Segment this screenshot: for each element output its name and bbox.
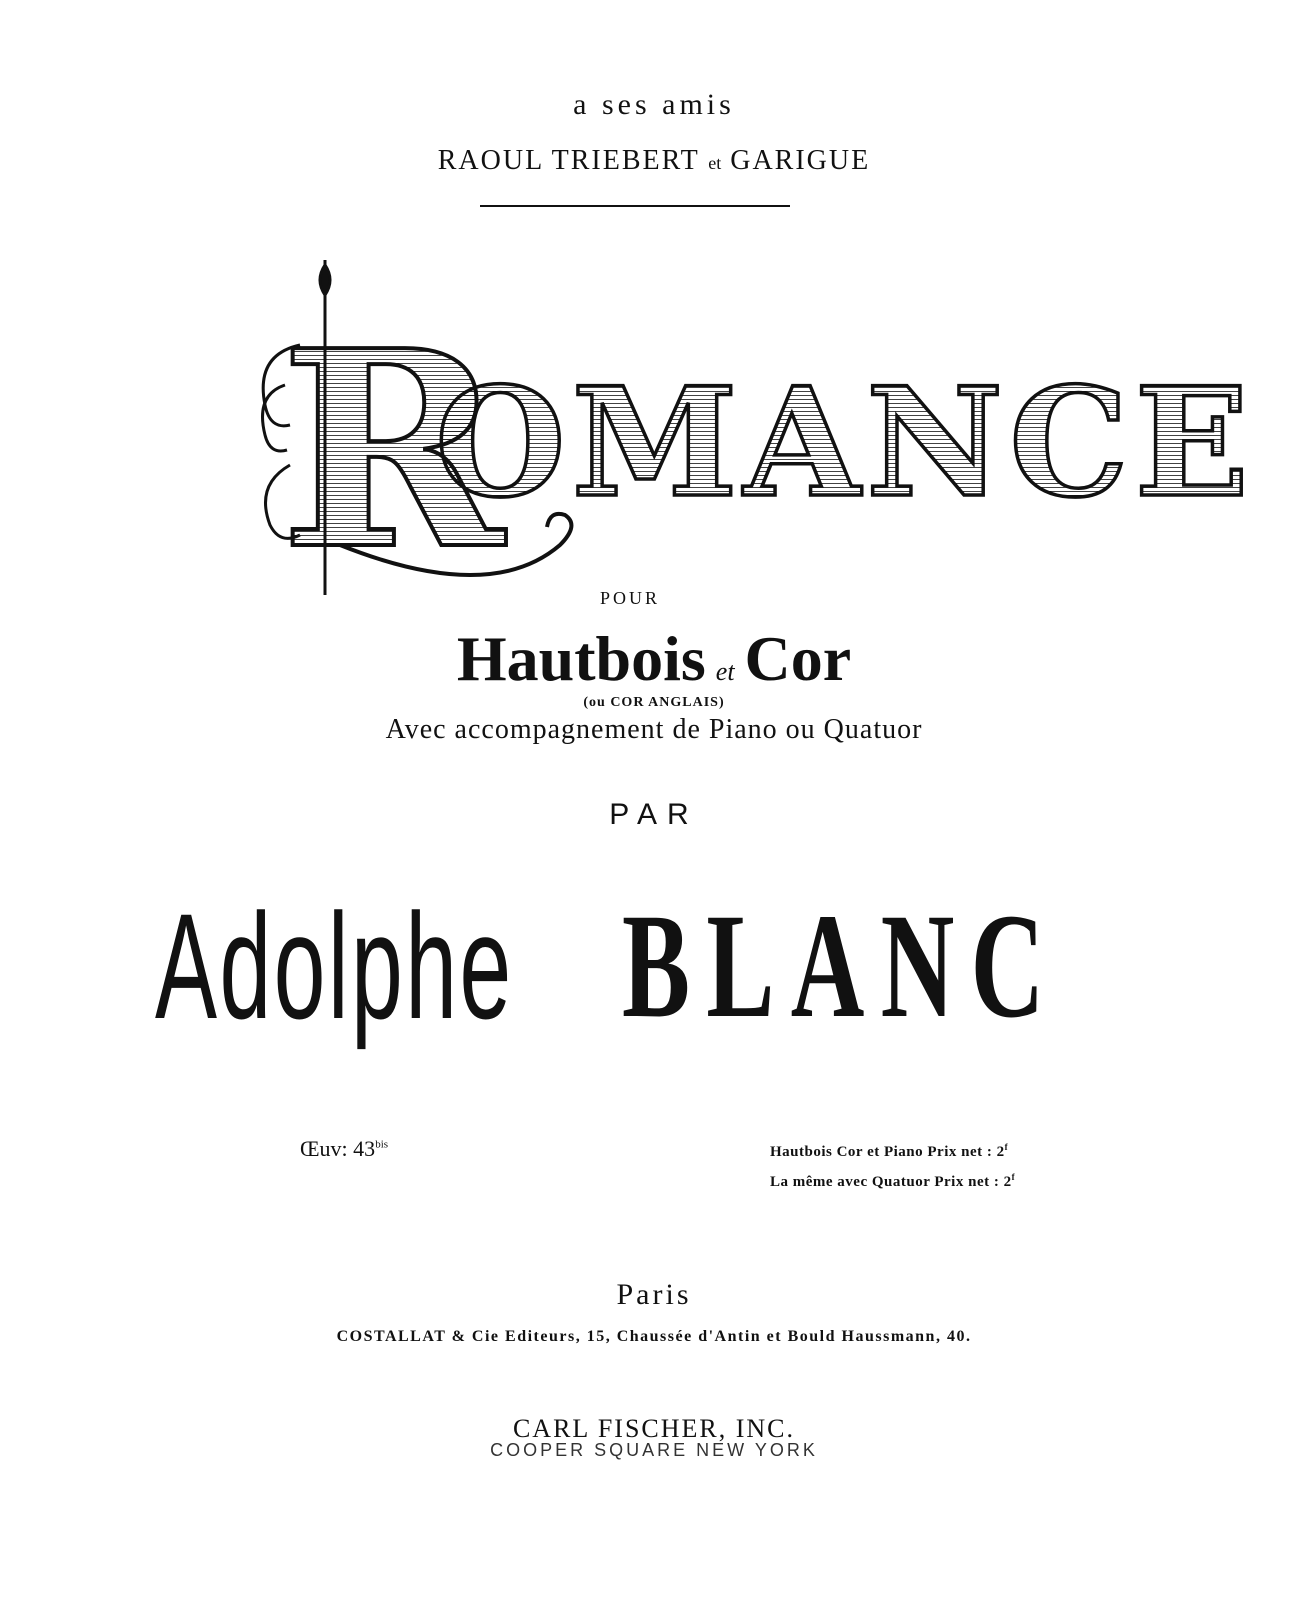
instrument-2: Cor [744, 623, 852, 694]
instruments-line [0, 622, 1308, 696]
title-ornament [240, 255, 1255, 609]
instruments-conjunction: et [715, 657, 735, 686]
price-label: La même avec Quatuor Prix net : 2 [770, 1174, 1012, 1190]
divider-rule [480, 205, 790, 207]
price-line-1 [770, 1142, 1008, 1161]
opus-suffix: bis [375, 1138, 389, 1151]
dedicatee-2: GARIGUE [730, 145, 871, 176]
composer-first-name: Adolphe [155, 882, 514, 1050]
title-initial-letter: R [280, 291, 505, 609]
alternative-instrument: (ou COR ANGLAIS) [583, 695, 725, 710]
publisher-line: COSTALLAT & Cie Editeurs, 15, Chaussée d'Antin et Bould Haussmann, 40. [336, 1328, 972, 1345]
instrument-1: Hautbois [456, 623, 706, 694]
title-pour: POUR [600, 588, 661, 608]
title-rest-letters: OMANCE [435, 355, 1255, 531]
price-label: Hautbois Cor et Piano Prix net : 2 [770, 1144, 1005, 1160]
price-unit: f [1004, 1142, 1009, 1152]
price-line-2 [770, 1172, 1015, 1191]
publisher-city: Paris [616, 1278, 692, 1311]
opus-label: Œuv: 43 [300, 1136, 376, 1161]
stamp-address: COOPER SQUARE NEW YORK [490, 1440, 818, 1460]
by-label: PAR [609, 798, 699, 831]
composer-last-name: BLANC [622, 883, 1061, 1049]
dedication-line: a ses amis [573, 88, 735, 121]
opus-number [300, 1136, 388, 1162]
stamp-name: CARL FISCHER, INC. [512, 1414, 796, 1443]
dedicatee-conjunction: et [708, 153, 722, 173]
accompaniment-line: Avec accompagnement de Piano ou Quatuor [385, 714, 923, 745]
price-unit: f [1011, 1172, 1016, 1182]
dedicatees [0, 145, 1308, 177]
dedicatee-1: RAOUL TRIEBERT [437, 145, 700, 176]
